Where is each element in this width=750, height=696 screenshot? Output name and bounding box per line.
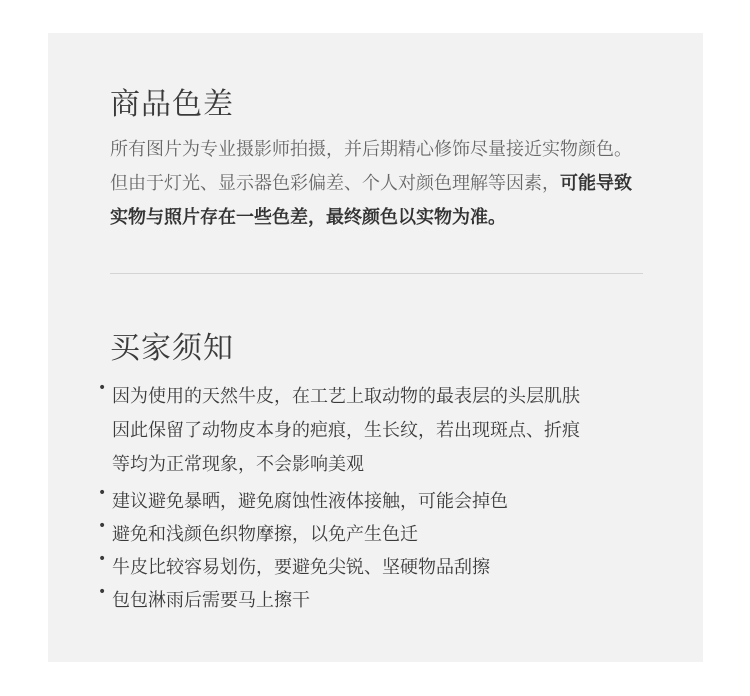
list-item	[98, 551, 688, 584]
buyer-notice-list	[98, 380, 688, 617]
list-item-line: 等均为正常现象，不会影响美观	[112, 454, 364, 475]
bullet: •	[98, 380, 107, 396]
list-item-line: 因为使用的天然牛皮，在工艺上取动物的最表层的头层肌肤	[112, 386, 580, 407]
list-item	[98, 518, 688, 551]
section-divider	[110, 273, 643, 274]
color-difference-paragraph	[110, 133, 690, 235]
bullet: •	[98, 485, 107, 501]
list-item-line: 建议避免暴晒，避免腐蚀性液体接触，可能会掉色	[112, 491, 508, 512]
list-item-line: 避免和浅颜色织物摩擦，以免产生色迁	[112, 524, 418, 545]
paragraph-line-2-normal: 但由于灯光、显示器色彩偏差、个人对颜色理解等因素，	[110, 173, 560, 194]
bullet: •	[98, 584, 107, 600]
list-item-line: 牛皮比较容易划伤，要避免尖锐、坚硬物品刮擦	[112, 557, 490, 578]
bullet: •	[98, 518, 107, 534]
list-item-line: 因此保留了动物皮本身的疤痕，生长纹，若出现斑点、折痕	[112, 420, 580, 441]
list-item	[98, 380, 688, 482]
paragraph-line-2-bold: 可能导致	[560, 173, 632, 194]
list-item	[98, 584, 688, 617]
paragraph-line-1: 所有图片为专业摄影师拍摄，并后期精心修饰尽量接近实物颜色。	[110, 139, 632, 160]
list-item	[98, 485, 688, 518]
color-difference-title: 商品色差	[110, 87, 234, 122]
paragraph-line-3-bold: 实物与照片存在一些色差，最终颜色以实物为准。	[110, 207, 506, 228]
info-panel	[48, 33, 703, 662]
buyer-notice-title: 买家须知	[110, 331, 234, 366]
bullet: •	[98, 551, 107, 567]
paragraph-line-2	[110, 167, 690, 201]
list-item-line: 包包淋雨后需要马上擦干	[112, 590, 310, 611]
